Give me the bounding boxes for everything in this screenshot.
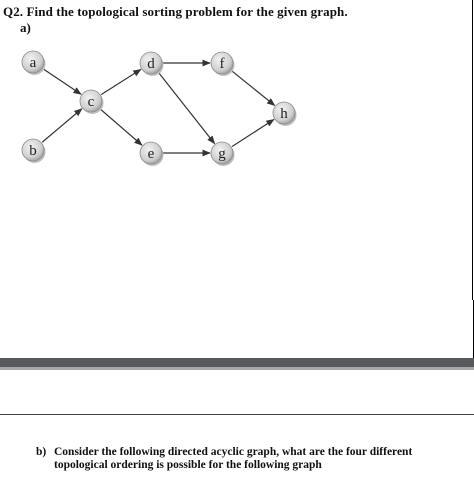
part-a-label: a)	[20, 20, 31, 35]
edge-b-c	[42, 109, 82, 143]
node-label: f	[219, 56, 225, 72]
node-label: c	[87, 94, 95, 110]
node-h	[273, 102, 297, 126]
node-f	[211, 52, 235, 76]
part-b-question	[36, 446, 460, 472]
edge-d-g	[158, 72, 214, 143]
blank-area	[0, 300, 474, 358]
node-label: a	[29, 55, 37, 71]
node-b	[22, 139, 46, 163]
page-divider	[0, 358, 474, 367]
page-divider-shadow	[0, 367, 474, 370]
node-label: d	[147, 56, 155, 72]
node-label: b	[29, 143, 37, 159]
part-b-label: b)	[36, 446, 47, 458]
node-label: e	[147, 146, 155, 162]
node-label: h	[280, 106, 288, 122]
edge-g-h	[232, 120, 274, 147]
part-b-line-2: topological ordering is possible for the following graph	[54, 459, 322, 471]
edge-c-e	[100, 109, 142, 145]
node-c	[80, 90, 104, 114]
node-a	[22, 51, 46, 75]
edge-c-d	[101, 69, 141, 94]
node-g	[211, 142, 235, 166]
node-e	[140, 142, 164, 166]
question-title: Q2. Find the topological sorting problem for the given graph.	[3, 4, 348, 19]
node-d	[140, 52, 164, 76]
node-label: g	[218, 146, 226, 162]
part-b-line-1: Consider the following directed acyclic graph, what are the four different	[54, 446, 413, 458]
edge-f-h	[231, 71, 274, 106]
edge-a-c	[43, 69, 81, 95]
